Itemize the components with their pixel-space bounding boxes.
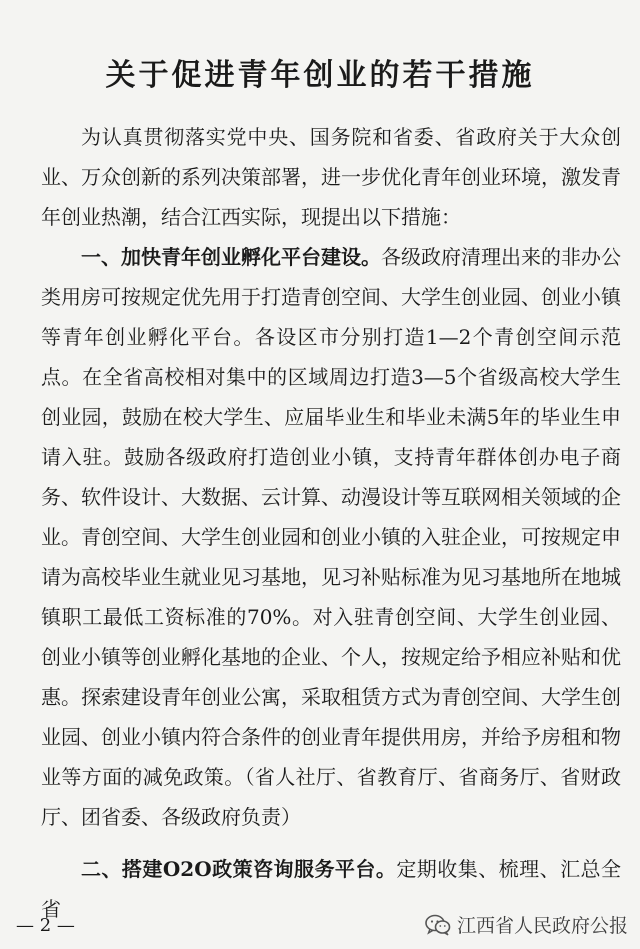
section-1-paragraph bbox=[41, 237, 621, 837]
intro-paragraph: 为认真贯彻落实党中央、国务院和省委、省政府关于大众创业、万众创新的系列决策部署，进一步优化青年创业环境，激发青年创业热潮，结合江西实际，现提出以下措施： bbox=[41, 125, 621, 229]
section-2-text: 定期收集、梳理、汇总全省 bbox=[41, 857, 622, 921]
document-title: 关于促进青年创业的若干措施 bbox=[105, 58, 535, 93]
page-footer bbox=[0, 903, 640, 949]
section-2-heading: 二、搭建O2O政策咨询服务平台。 bbox=[81, 857, 397, 881]
watermark-text: 江西省人民政府公报 bbox=[456, 915, 628, 937]
section-1-heading: 一、加快青年创业孵化平台建设。 bbox=[81, 245, 381, 269]
document-body bbox=[41, 117, 621, 929]
wechat-icon bbox=[425, 914, 451, 936]
watermark bbox=[425, 911, 628, 938]
page-number: — 2 — bbox=[16, 915, 75, 936]
section-1-text: 各级政府清理出来的非办公类用房可按规定优先用于打造青创空间、大学生创业园、创业小镇等青年创业孵化平台。各设区市分别打造1—2个青创空间示范点。在全省高校相对集中的区域周边打造3—5个省级高校大学生创业园，鼓励在校大学生、应届毕业生和毕业未满5年的毕业生申请入驻。鼓励各级政府打造创业小镇，支持青年群体创办电子商务、软件设计、大数据、云计算、动漫设计等互联网相关领域的企业。青创空间、大学生创业园和创业小镇的入驻企业，可按规定申请为高校毕业生就业见习基地，见习补贴标准为见习基地所在地城镇职工最低工资标准的70%。对入驻青创空间、大学生创业园、创业小镇等创业孵化基地的企业、个人，按规定给予相应补贴和优惠。探索建设青年创业公寓，采取租赁方式为青创空间、大学生创业园、创业小镇内符合条件的创业青年提供用房，并给予房租和物业等方面的减免政策。（省人社厅、省教育厅、省商务厅、省财政厅、团省委、各级政府负责） bbox=[41, 245, 621, 829]
